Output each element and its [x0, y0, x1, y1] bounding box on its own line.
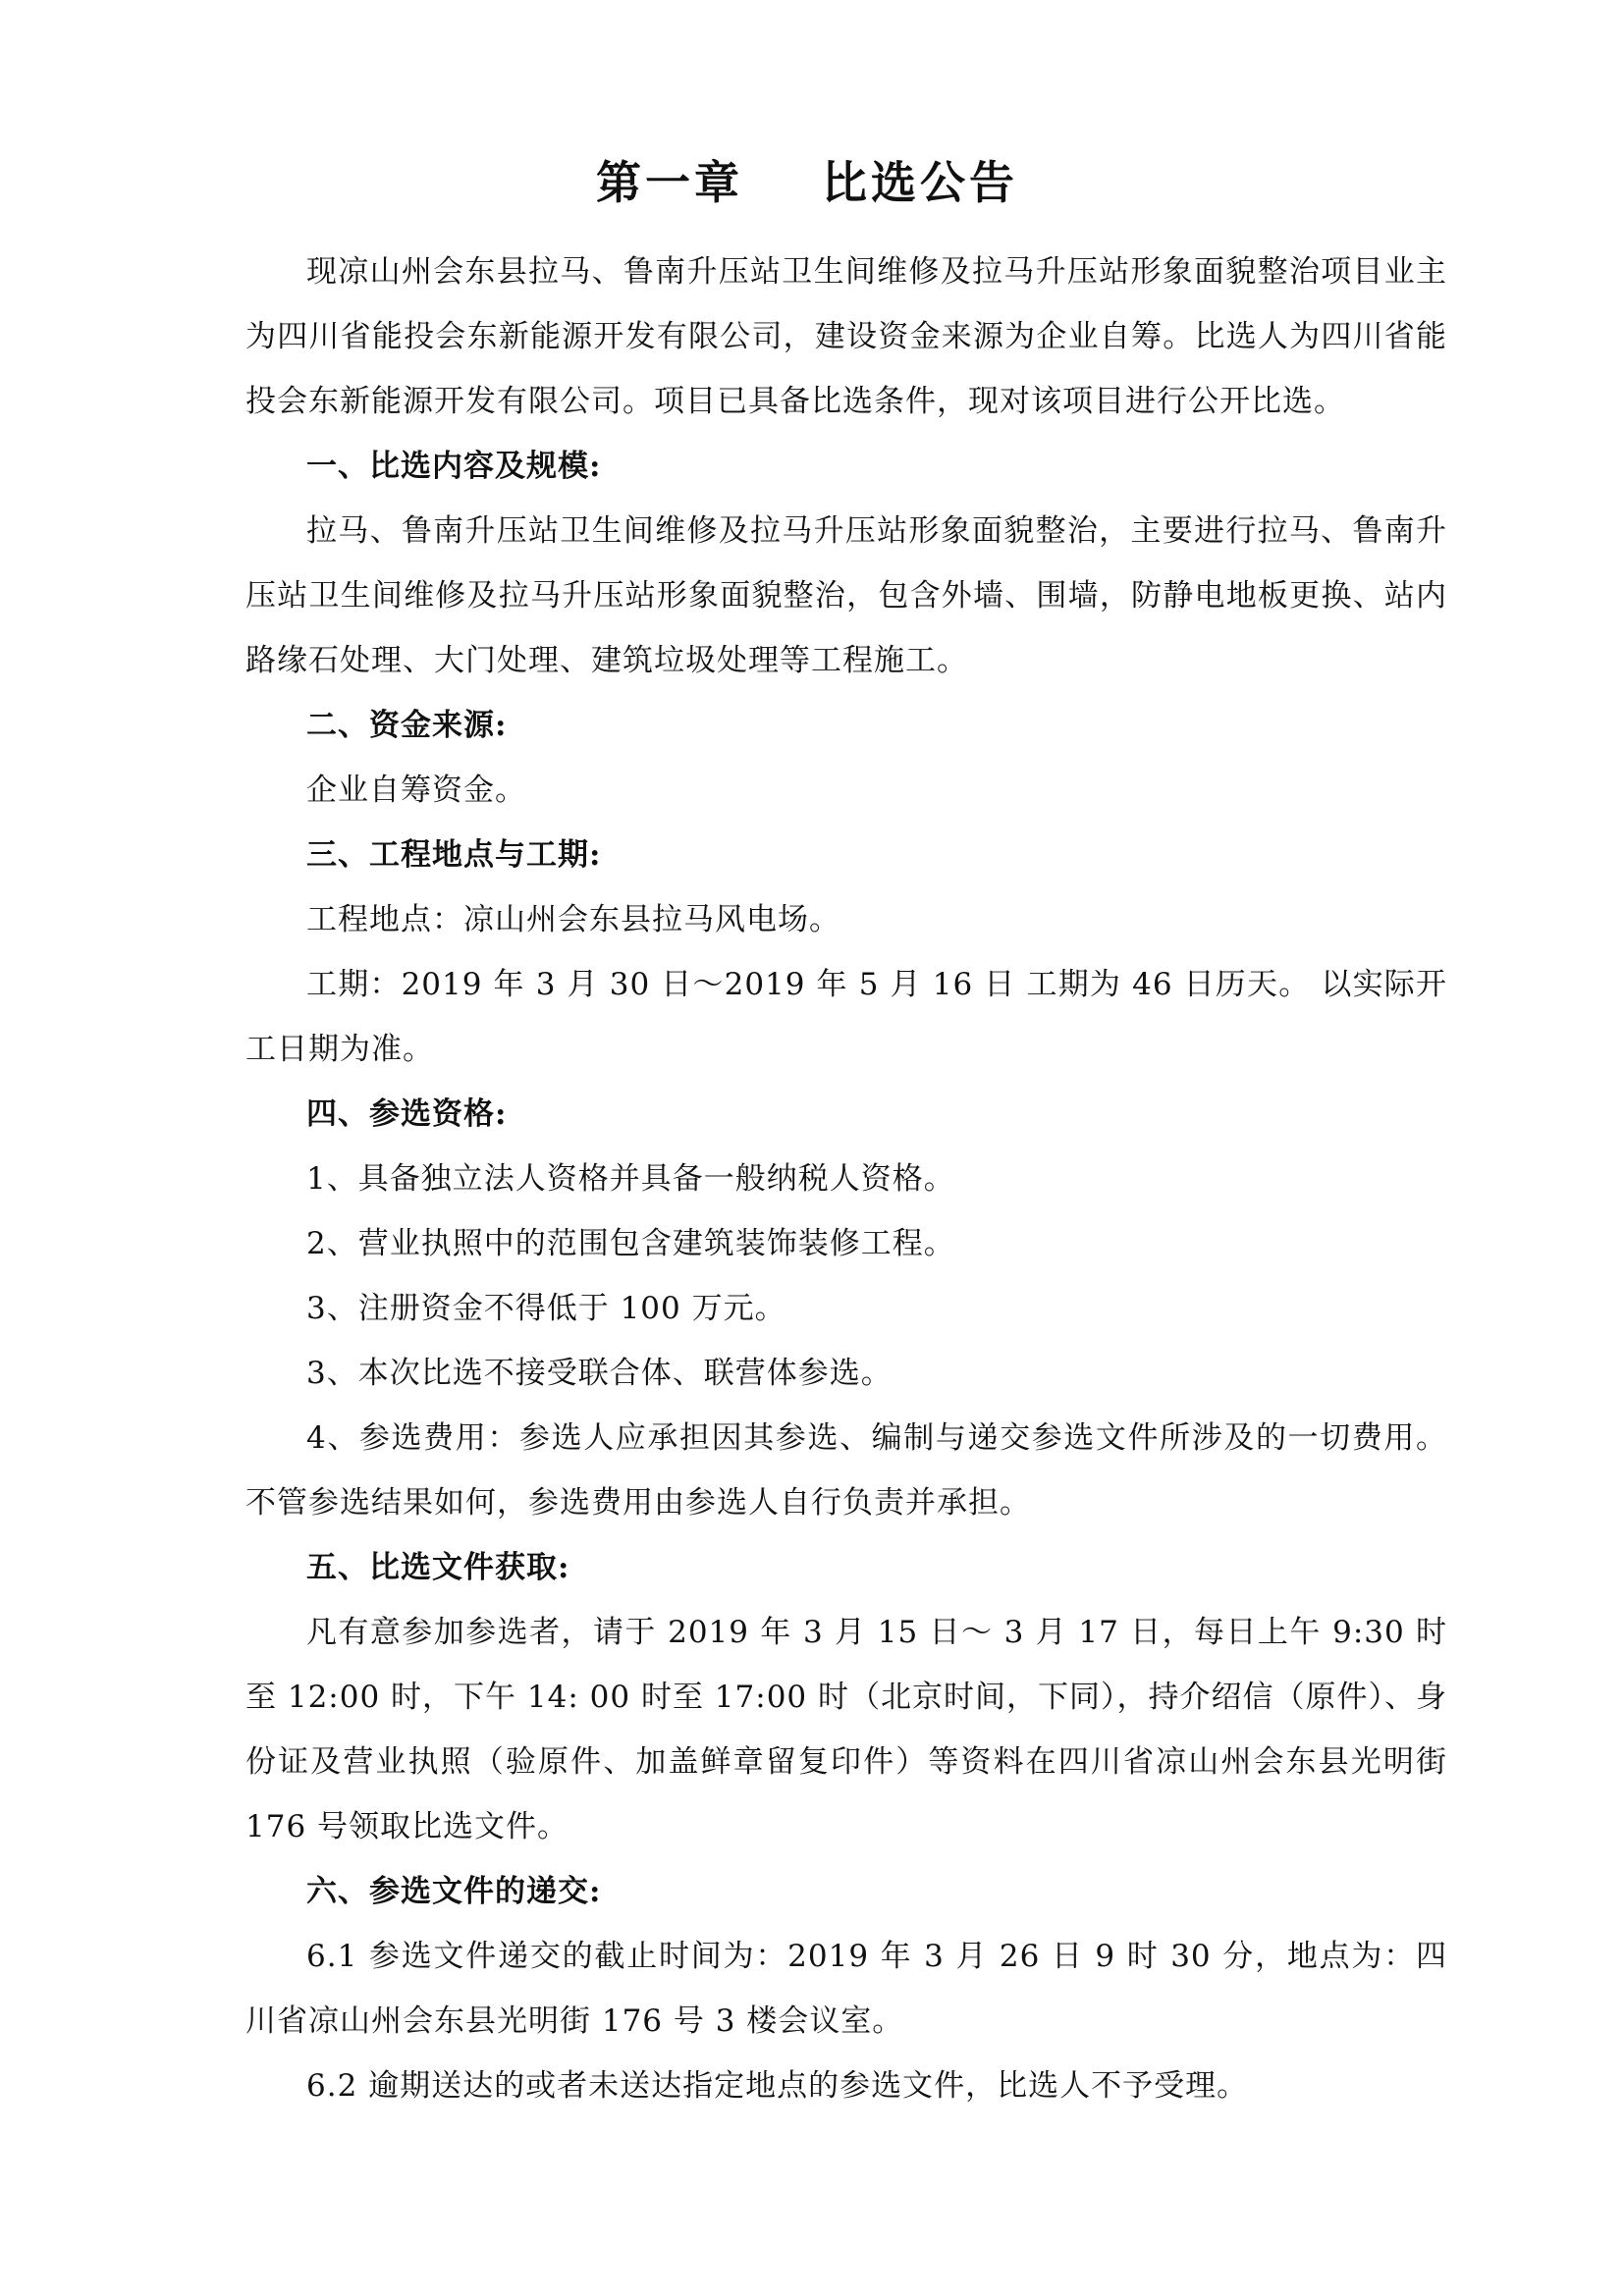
qualification-item: 4、参选费用：参选人应承担因其参选、编制与递交参选文件所涉及的一切费用。不管参选结果如何，参选费用由参选人自行负责并承担。 [245, 1420, 1447, 1521]
section-heading-document-acquisition: 五、比选文件获取: [306, 1550, 570, 1585]
section-acquisition-paragraph: 凡有意参加参选者，请于 2019 年 3 月 15 日～ 3 月 17 日，每日上午 9:30 时至 12:00 时，下午 14: 00 时至 17:00 时（北京时间，下同），持介绍信（原件）、身份证及营业执照（验原件、加盖鲜章留复印件）等资料在四川省凉山州会东县光明街 176 号领取比选文件。 [245, 1615, 1447, 1844]
submission-item: 6.1 参选文件递交的截止时间为：2019 年 3 月 26 日 9 时 30 分，地点为：四川省凉山州会东县光明街 176 号 3 楼会议室。 [245, 1939, 1447, 2039]
section-heading-scope: 一、比选内容及规模: [306, 449, 602, 484]
submission-item: 6.2 逾期送达的或者未送达指定地点的参选文件，比选人不予受理。 [306, 2068, 1249, 2104]
qualification-item: 1、具备独立法人资格并具备一般纳税人资格。 [306, 1161, 955, 1197]
section-location-paragraph: 工程地点：凉山州会东县拉马风电场。 [306, 902, 840, 937]
section-heading-qualification: 四、参选资格: [306, 1096, 508, 1132]
section-funding-paragraph: 企业自筹资金。 [306, 773, 526, 808]
qualification-item: 3、注册资金不得低于 100 万元。 [306, 1291, 786, 1326]
section-heading-submission: 六、参选文件的递交: [306, 1874, 602, 1909]
section-period-paragraph: 工期：2019 年 3 月 30 日～2019 年 5 月 16 日 工期为 46 日历天。 以实际开工日期为准。 [245, 967, 1447, 1067]
qualification-item: 3、本次比选不接受联合体、联营体参选。 [306, 1356, 893, 1391]
section-heading-funding: 二、资金来源: [306, 708, 508, 743]
section-scope-paragraph: 拉马、鲁南升压站卫生间维修及拉马升压站形象面貌整治，主要进行拉马、鲁南升压站卫生间维修及拉马升压站形象面貌整治，包含外墙、围墙，防静电地板更换、站内路缘石处理、大门处理、建筑垃圾处理等工程施工。 [245, 513, 1447, 678]
chapter-title: 第一章 比选公告 [595, 156, 1019, 209]
qualification-item: 2、营业执照中的范围包含建筑装饰装修工程。 [306, 1226, 955, 1261]
intro-paragraph: 现凉山州会东县拉马、鲁南升压站卫生间维修及拉马升压站形象面貌整治项目业主为四川省能投会东新能源开发有限公司，建设资金来源为企业自筹。比选人为四川省能投会东新能源开发有限公司。项目已具备比选条件，现对该项目进行公开比选。 [245, 254, 1447, 419]
section-heading-location-period: 三、工程地点与工期: [306, 837, 602, 873]
